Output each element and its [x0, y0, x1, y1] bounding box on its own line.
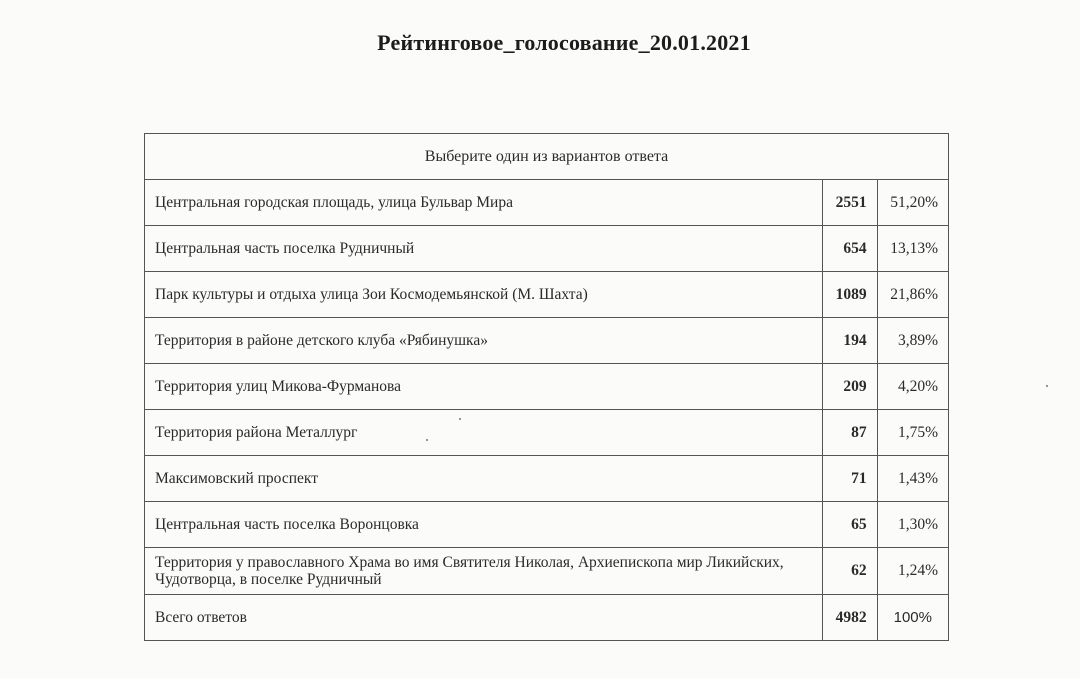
total-count: 4982 [823, 595, 877, 641]
table-row [145, 364, 949, 410]
table-header: Выберите один из вариантов ответа [145, 134, 949, 180]
option-name: Территория района Металлург [145, 410, 823, 456]
scan-speck [1046, 385, 1048, 387]
option-name: Центральная городская площадь, улица Бульвар Мира [145, 180, 823, 226]
vote-count: 87 [823, 410, 877, 456]
vote-percent: 4,20% [877, 364, 948, 410]
option-name: Центральная часть поселка Воронцовка [145, 502, 823, 548]
option-name: Территория в районе детского клуба «Рябинушка» [145, 318, 823, 364]
vote-percent: 3,89% [877, 318, 948, 364]
total-percent: 100% [877, 595, 948, 641]
vote-percent: 13,13% [877, 226, 948, 272]
scan-speck [459, 418, 461, 420]
vote-count: 71 [823, 456, 877, 502]
option-name: Максимовский проспект [145, 456, 823, 502]
table-row [145, 180, 949, 226]
vote-count: 62 [823, 548, 877, 595]
vote-count: 1089 [823, 272, 877, 318]
scan-speck [426, 439, 428, 441]
voting-results-table [144, 133, 949, 641]
table-header-row [145, 134, 949, 180]
document-title: Рейтинговое_голосование_20.01.2021 [377, 30, 751, 55]
option-name: Территория улиц Микова-Фурманова [145, 364, 823, 410]
vote-percent: 51,20% [877, 180, 948, 226]
table-row [145, 410, 949, 456]
vote-percent: 21,86% [877, 272, 948, 318]
vote-count: 209 [823, 364, 877, 410]
table-row [145, 226, 949, 272]
option-name: Территория у православного Храма во имя Святителя Николая, Архиепископа мир Ликийских, Чудотворца, в поселке Рудничный [145, 548, 823, 595]
option-name: Парк культуры и отдыха улица Зои Космодемьянской (М. Шахта) [145, 272, 823, 318]
option-name: Центральная часть поселка Рудничный [145, 226, 823, 272]
vote-percent: 1,30% [877, 502, 948, 548]
vote-count: 2551 [823, 180, 877, 226]
table-row [145, 502, 949, 548]
total-label: Всего ответов [145, 595, 823, 641]
vote-percent: 1,24% [877, 548, 948, 595]
vote-count: 194 [823, 318, 877, 364]
vote-count: 654 [823, 226, 877, 272]
table-row [145, 318, 949, 364]
table-row [145, 456, 949, 502]
vote-percent: 1,75% [877, 410, 948, 456]
vote-percent: 1,43% [877, 456, 948, 502]
table-row [145, 272, 949, 318]
table-row [145, 548, 949, 595]
vote-count: 65 [823, 502, 877, 548]
table-total-row [145, 595, 949, 641]
